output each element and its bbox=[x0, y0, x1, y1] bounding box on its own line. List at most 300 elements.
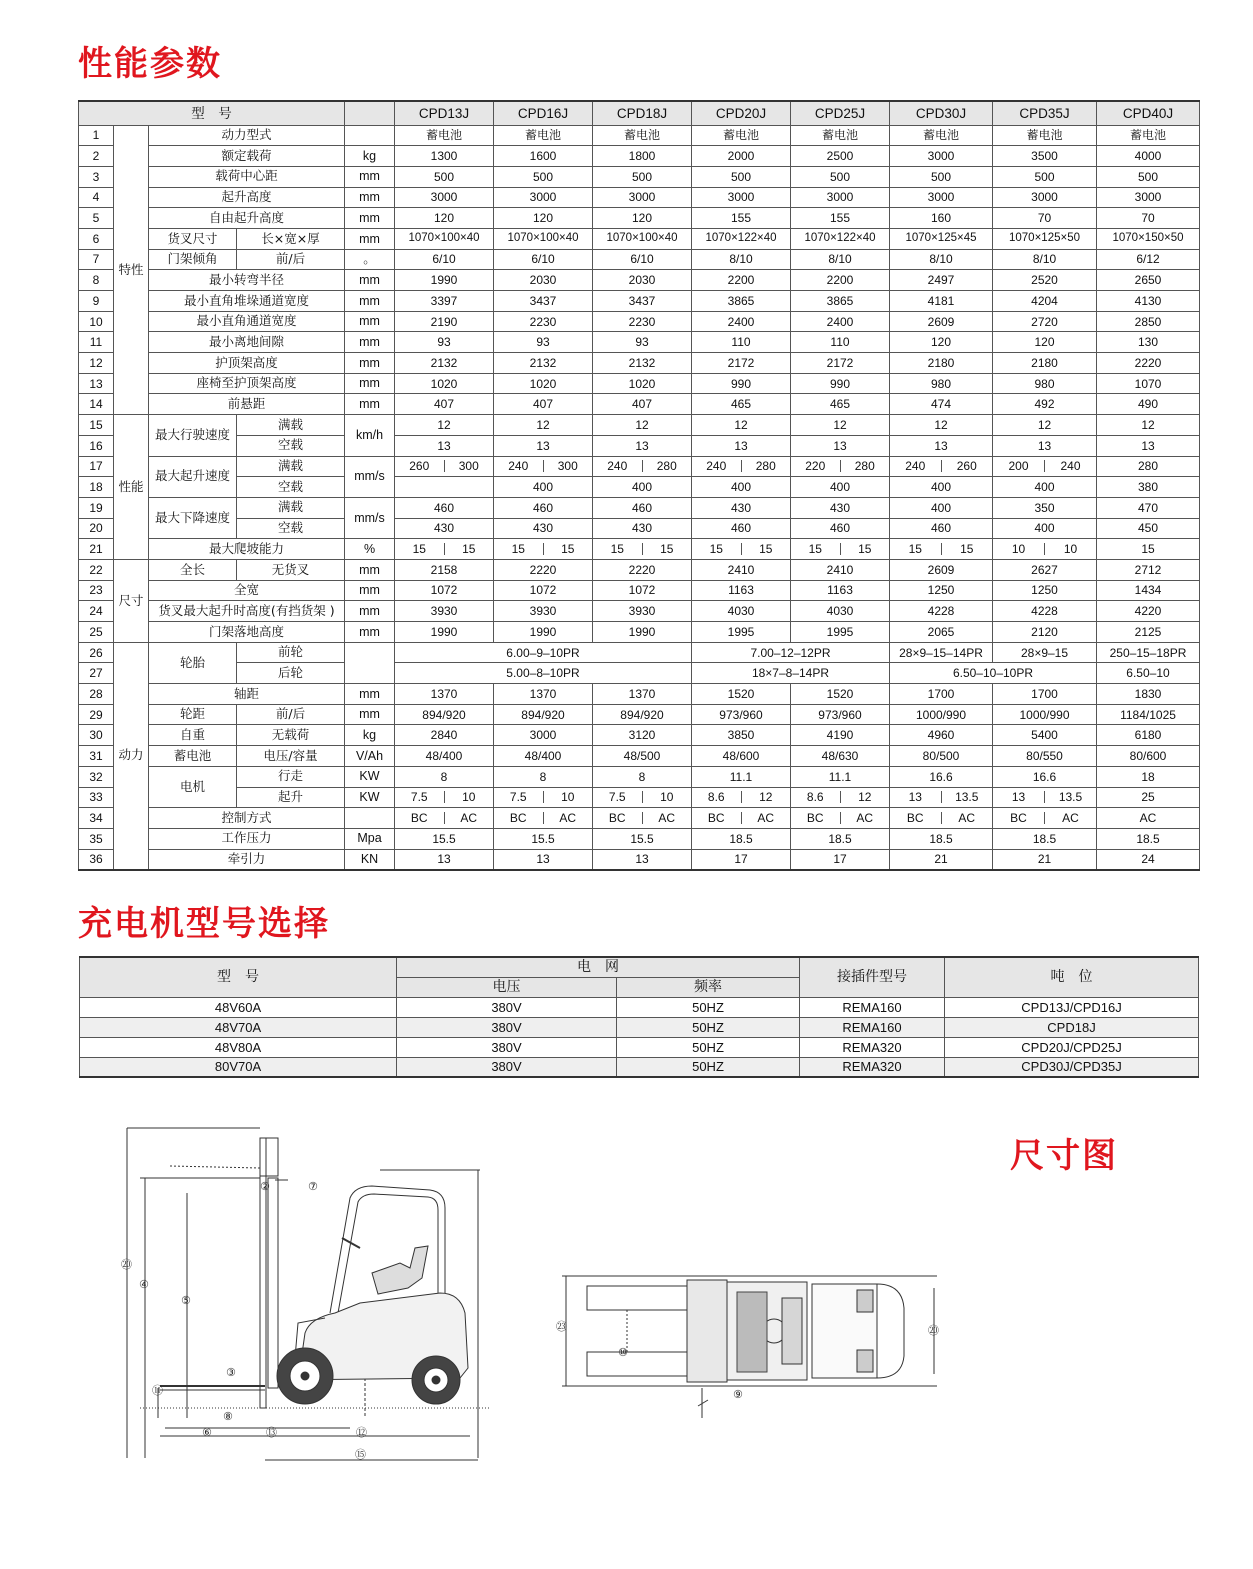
value-CPD20J bbox=[692, 787, 791, 808]
value-part: AC bbox=[444, 812, 494, 824]
value-CPD20J: 465 bbox=[692, 394, 791, 415]
value-CPD18J: 2030 bbox=[593, 270, 692, 291]
value-CPD20J: 1070×122×40 bbox=[692, 228, 791, 249]
value-CPD18J bbox=[593, 787, 692, 808]
value-CPD40J: 13 bbox=[1097, 435, 1200, 456]
row-unit: % bbox=[345, 539, 395, 560]
value-CPD20J: 2172 bbox=[692, 353, 791, 374]
row-unit: mm bbox=[345, 228, 395, 249]
charger-ton: CPD20J/CPD25J bbox=[945, 1037, 1199, 1057]
row-sublabel: 空载 bbox=[237, 518, 345, 539]
value-CPD35J: 1700 bbox=[993, 684, 1097, 705]
value-CPD18J: 1370 bbox=[593, 684, 692, 705]
value-CPD18J: 120 bbox=[593, 208, 692, 229]
row-label: 全宽 bbox=[149, 580, 345, 601]
dimension-heading: 尺寸图 bbox=[1010, 1136, 1118, 1176]
value-CPD18J: 3437 bbox=[593, 291, 692, 312]
row-sublabel: 前/后 bbox=[237, 249, 345, 270]
value-CPD13J: 6/10 bbox=[395, 249, 494, 270]
value-CPD35J: 1000/990 bbox=[993, 704, 1097, 725]
row-label: 货叉尺寸 bbox=[149, 228, 237, 249]
value-part: 15 bbox=[444, 543, 494, 555]
value-CPD16J: 2230 bbox=[494, 311, 593, 332]
value-CPD25J: 1070×122×40 bbox=[791, 228, 890, 249]
value-CPD35J: 4228 bbox=[993, 601, 1097, 622]
value-part: AC bbox=[741, 812, 791, 824]
value-part: 15 bbox=[412, 542, 426, 557]
value-part: BC bbox=[707, 811, 725, 826]
value-CPD13J: 400 bbox=[494, 477, 593, 498]
value-CPD18J: 8 bbox=[593, 766, 692, 787]
value-CPD16J bbox=[494, 539, 593, 560]
row-unit: mm bbox=[345, 559, 395, 580]
row-label: 最大行驶速度 bbox=[149, 415, 237, 456]
value-part: 8.6 bbox=[707, 790, 725, 805]
forklift-side-view bbox=[110, 1118, 510, 1470]
value-CPD16J: 3000 bbox=[494, 725, 593, 746]
value-CPD18J: 500 bbox=[593, 166, 692, 187]
value-CPD16J: 120 bbox=[494, 208, 593, 229]
row-label: 电机 bbox=[149, 766, 237, 807]
value-CPD35J bbox=[993, 539, 1097, 560]
charger-table bbox=[79, 956, 1199, 1078]
value-part: 15 bbox=[543, 543, 593, 555]
value-CPD18J: 400 bbox=[692, 477, 791, 498]
row-number: 20 bbox=[79, 518, 114, 539]
value-CPD35J: 120 bbox=[993, 332, 1097, 353]
value-CPD30J bbox=[890, 539, 993, 560]
value-CPD20J: 2410 bbox=[692, 559, 791, 580]
row-unit: mm bbox=[345, 373, 395, 394]
charger-freq: 50HZ bbox=[617, 1057, 800, 1077]
value-part: 260 bbox=[409, 459, 430, 474]
value-merged: 250–15–18PR bbox=[1097, 642, 1200, 663]
value-CPD30J: 4960 bbox=[890, 725, 993, 746]
side-mark-11: ⑪ bbox=[152, 1384, 163, 1397]
forklift-top-view-drawing bbox=[552, 1268, 947, 1428]
value-CPD18J: 2220 bbox=[593, 559, 692, 580]
group-g2: 性能 bbox=[114, 415, 149, 560]
value-CPD40J: 2220 bbox=[1097, 353, 1200, 374]
row-unit: mm bbox=[345, 311, 395, 332]
row-unit: kg bbox=[345, 146, 395, 167]
row-number: 5 bbox=[79, 208, 114, 229]
value-CPD40J: 12 bbox=[1097, 415, 1200, 436]
value-CPD35J: 2180 bbox=[993, 353, 1097, 374]
charger-plug: REMA320 bbox=[800, 1057, 945, 1077]
value-CPD40J: 280 bbox=[1097, 456, 1200, 477]
value-part: 200 bbox=[1008, 459, 1029, 474]
value-CPD18J: 93 bbox=[593, 332, 692, 353]
value-CPD35J: 400 bbox=[993, 518, 1097, 539]
row-unit bbox=[345, 808, 395, 829]
row-unit: Mpa bbox=[345, 828, 395, 849]
row-sublabel: 满载 bbox=[237, 456, 345, 477]
value-CPD13J: 2840 bbox=[395, 725, 494, 746]
value-CPD20J: 11.1 bbox=[692, 766, 791, 787]
row-label: 轮胎 bbox=[149, 642, 237, 683]
value-CPD25J bbox=[791, 539, 890, 560]
row-number: 30 bbox=[79, 725, 114, 746]
value-CPD35J: 13 bbox=[993, 435, 1097, 456]
value-part: 10 bbox=[1011, 542, 1026, 557]
value-CPD40J: 1434 bbox=[1097, 580, 1200, 601]
value-merged: 6.50–10 bbox=[1097, 663, 1200, 684]
row-unit bbox=[345, 125, 395, 146]
row-sublabel: 空载 bbox=[237, 435, 345, 456]
value-part: 7.5 bbox=[608, 790, 626, 805]
row-number: 1 bbox=[79, 125, 114, 146]
value-CPD40J: 500 bbox=[1097, 166, 1200, 187]
value-CPD13J: 3397 bbox=[395, 291, 494, 312]
value-CPD18J: 2230 bbox=[593, 311, 692, 332]
value-part: BC bbox=[906, 811, 924, 826]
row-sublabel: 后轮 bbox=[237, 663, 345, 684]
value-part: 7.5 bbox=[410, 790, 428, 805]
value-CPD25J: 1995 bbox=[791, 622, 890, 643]
charger-voltage: 380V bbox=[397, 1057, 617, 1077]
row-sublabel: 无货叉 bbox=[237, 559, 345, 580]
value-CPD25J: 1163 bbox=[791, 580, 890, 601]
value-CPD30J: 1250 bbox=[890, 580, 993, 601]
side-mark-5: ⑤ bbox=[181, 1294, 191, 1307]
value-CPD35J: 500 bbox=[993, 166, 1097, 187]
value-CPD18J: 15.5 bbox=[593, 828, 692, 849]
value-CPD40J: 2850 bbox=[1097, 311, 1200, 332]
value-CPD40J: 4220 bbox=[1097, 601, 1200, 622]
side-mark-6: ⑥ bbox=[202, 1426, 212, 1439]
value-CPD25J: 48/630 bbox=[791, 746, 890, 767]
row-sublabel: 无载荷 bbox=[237, 725, 345, 746]
row-label: 控制方式 bbox=[149, 808, 345, 829]
value-CPD18J: 460 bbox=[593, 497, 692, 518]
value-part: 15 bbox=[642, 543, 692, 555]
row-number: 25 bbox=[79, 622, 114, 643]
value-CPD13J bbox=[395, 456, 494, 477]
value-CPD35J: 70 bbox=[993, 208, 1097, 229]
value-CPD30J: 21 bbox=[890, 849, 993, 870]
value-CPD25J: 8/10 bbox=[791, 249, 890, 270]
value-CPD16J: 1990 bbox=[494, 622, 593, 643]
value-part: 15 bbox=[511, 542, 525, 557]
value-CPD30J: 4181 bbox=[890, 291, 993, 312]
value-CPD13J bbox=[395, 808, 494, 829]
charger-plug: REMA160 bbox=[800, 1017, 945, 1037]
row-number: 6 bbox=[79, 228, 114, 249]
model-col-CPD18J: CPD18J bbox=[593, 101, 692, 125]
top-mark-20: ⑳ bbox=[928, 1324, 939, 1337]
value-CPD35J: 16.6 bbox=[993, 766, 1097, 787]
row-sublabel: 空载 bbox=[237, 477, 345, 498]
value-CPD13J: 8 bbox=[395, 766, 494, 787]
value-CPD13J: 2158 bbox=[395, 559, 494, 580]
value-CPD16J: 12 bbox=[494, 415, 593, 436]
row-label: 自重 bbox=[149, 725, 237, 746]
value-CPD20J bbox=[692, 808, 791, 829]
value-CPD13J: 1990 bbox=[395, 270, 494, 291]
row-label: 最大起升速度 bbox=[149, 456, 237, 497]
row-number: 16 bbox=[79, 435, 114, 456]
value-CPD25J bbox=[791, 456, 890, 477]
value-CPD40J: 3000 bbox=[1097, 187, 1200, 208]
value-CPD30J: 500 bbox=[890, 166, 993, 187]
row-number: 11 bbox=[79, 332, 114, 353]
value-CPD35J: 2120 bbox=[993, 622, 1097, 643]
value-part: 13.5 bbox=[941, 791, 993, 803]
value-CPD20J: 18.5 bbox=[692, 828, 791, 849]
row-number: 8 bbox=[79, 270, 114, 291]
value-part: 15 bbox=[610, 542, 624, 557]
value-CPD13J: 1072 bbox=[395, 580, 494, 601]
model-header: 型 号 bbox=[79, 101, 345, 125]
value-CPD16J bbox=[494, 456, 593, 477]
value-CPD30J: 蓄电池 bbox=[890, 125, 993, 146]
value-CPD40J: 24 bbox=[1097, 849, 1200, 870]
value-part: AC bbox=[840, 812, 890, 824]
value-CPD16J: 2030 bbox=[494, 270, 593, 291]
row-unit: kg bbox=[345, 725, 395, 746]
charger-ton: CPD18J bbox=[945, 1017, 1199, 1037]
value-CPD40J: 470 bbox=[1097, 497, 1200, 518]
value-part: 240 bbox=[706, 459, 727, 474]
value-part: 7.5 bbox=[509, 790, 527, 805]
value-CPD30J bbox=[890, 808, 993, 829]
value-part: 260 bbox=[941, 460, 993, 472]
row-number: 31 bbox=[79, 746, 114, 767]
row-number: 34 bbox=[79, 808, 114, 829]
value-CPD25J: 2172 bbox=[791, 353, 890, 374]
row-number: 14 bbox=[79, 394, 114, 415]
value-CPD35J: 80/550 bbox=[993, 746, 1097, 767]
value-CPD20J: 3850 bbox=[692, 725, 791, 746]
charger-model: 48V60A bbox=[80, 997, 397, 1017]
value-CPD40J: AC bbox=[1097, 808, 1200, 829]
charger-heading: 充电机型号选择 bbox=[78, 904, 330, 944]
row-label: 座椅至护顶架高度 bbox=[149, 373, 345, 394]
value-part: 15 bbox=[908, 542, 922, 557]
value-CPD13J: 13 bbox=[395, 849, 494, 870]
value-part: 15 bbox=[741, 543, 791, 555]
value-CPD40J: 2125 bbox=[1097, 622, 1200, 643]
model-col-CPD25J: CPD25J bbox=[791, 101, 890, 125]
value-part: BC bbox=[509, 811, 527, 826]
value-CPD13J: 3930 bbox=[395, 601, 494, 622]
value-CPD20J: 12 bbox=[692, 415, 791, 436]
charger-voltage: 380V bbox=[397, 1017, 617, 1037]
value-CPD16J: 93 bbox=[494, 332, 593, 353]
value-CPD13J: 2190 bbox=[395, 311, 494, 332]
value-CPD13J: 460 bbox=[395, 497, 494, 518]
charger-col-voltage: 电压 bbox=[397, 977, 617, 997]
value-CPD20J: 4030 bbox=[692, 601, 791, 622]
value-CPD25J: 400 bbox=[890, 477, 993, 498]
row-number: 32 bbox=[79, 766, 114, 787]
charger-freq: 50HZ bbox=[617, 1017, 800, 1037]
performance-heading: 性能参数 bbox=[78, 44, 222, 84]
row-label: 最小离地间隙 bbox=[149, 332, 345, 353]
row-unit: KW bbox=[345, 766, 395, 787]
value-CPD25J: 2400 bbox=[791, 311, 890, 332]
value-CPD25J: 2200 bbox=[791, 270, 890, 291]
row-label: 最小转弯半径 bbox=[149, 270, 345, 291]
value-CPD25J bbox=[791, 787, 890, 808]
value-CPD20J bbox=[692, 456, 791, 477]
value-CPD18J: 407 bbox=[593, 394, 692, 415]
row-label: 动力型式 bbox=[149, 125, 345, 146]
value-part: 240 bbox=[508, 459, 529, 474]
value-CPD20J: 2200 bbox=[692, 270, 791, 291]
value-merged: 5.00–8–10PR bbox=[395, 663, 692, 684]
value-CPD18J: 1800 bbox=[593, 146, 692, 167]
value-CPD20J: 155 bbox=[692, 208, 791, 229]
value-CPD40J: 6/12 bbox=[1097, 249, 1200, 270]
value-part: 240 bbox=[905, 459, 926, 474]
value-CPD35J bbox=[993, 808, 1097, 829]
value-CPD16J: 3930 bbox=[494, 601, 593, 622]
value-CPD25J: 155 bbox=[791, 208, 890, 229]
value-CPD30J: 120 bbox=[890, 332, 993, 353]
value-CPD13J: 1300 bbox=[395, 146, 494, 167]
value-CPD18J: 430 bbox=[593, 518, 692, 539]
value-CPD13J: 1370 bbox=[395, 684, 494, 705]
value-CPD40J: 蓄电池 bbox=[1097, 125, 1200, 146]
value-CPD35J: 380 bbox=[1097, 477, 1200, 498]
row-label: 护顶架高度 bbox=[149, 353, 345, 374]
value-CPD30J: 2065 bbox=[890, 622, 993, 643]
value-CPD13J: 1070×100×40 bbox=[395, 228, 494, 249]
group-g1: 特性 bbox=[114, 125, 149, 415]
value-CPD40J: 70 bbox=[1097, 208, 1200, 229]
value-part: AC bbox=[1044, 812, 1096, 824]
value-CPD20J: 430 bbox=[692, 497, 791, 518]
value-CPD40J: 6180 bbox=[1097, 725, 1200, 746]
row-number: 7 bbox=[79, 249, 114, 270]
value-CPD30J: 18.5 bbox=[890, 828, 993, 849]
side-mark-12: ⑫ bbox=[356, 1426, 367, 1439]
value-CPD30J bbox=[890, 456, 993, 477]
value-CPD16J: 13 bbox=[494, 849, 593, 870]
value-CPD18J: 13 bbox=[593, 435, 692, 456]
value-CPD25J: 430 bbox=[791, 497, 890, 518]
value-CPD35J: 4204 bbox=[993, 291, 1097, 312]
value-CPD18J: 1072 bbox=[593, 580, 692, 601]
value-CPD25J: 500 bbox=[791, 166, 890, 187]
unit-header bbox=[345, 101, 395, 125]
value-CPD35J: 21 bbox=[993, 849, 1097, 870]
row-label: 额定载荷 bbox=[149, 146, 345, 167]
row-number: 23 bbox=[79, 580, 114, 601]
row-unit: KW bbox=[345, 787, 395, 808]
value-CPD30J: 400 bbox=[993, 477, 1097, 498]
value-CPD30J: 4228 bbox=[890, 601, 993, 622]
value-CPD40J: 2712 bbox=[1097, 559, 1200, 580]
value-part: 13 bbox=[1011, 790, 1026, 805]
value-CPD25J: 2500 bbox=[791, 146, 890, 167]
value-part: 300 bbox=[444, 460, 494, 472]
value-CPD18J bbox=[593, 808, 692, 829]
row-number: 28 bbox=[79, 684, 114, 705]
value-CPD20J: 13 bbox=[692, 435, 791, 456]
value-CPD20J: 500 bbox=[692, 166, 791, 187]
value-CPD20J: 990 bbox=[692, 373, 791, 394]
value-merged: 28×9–15–14PR bbox=[890, 642, 993, 663]
row-sublabel: 前轮 bbox=[237, 642, 345, 663]
row-label: 全长 bbox=[149, 559, 237, 580]
value-CPD20J: 2400 bbox=[692, 311, 791, 332]
side-mark-13: ⑬ bbox=[266, 1426, 277, 1439]
value-part: 220 bbox=[805, 459, 826, 474]
value-part: AC bbox=[543, 812, 593, 824]
value-CPD18J bbox=[593, 539, 692, 560]
side-mark-4: ④ bbox=[139, 1278, 149, 1291]
value-CPD16J bbox=[494, 808, 593, 829]
value-part: 10 bbox=[543, 791, 593, 803]
value-CPD30J: 8/10 bbox=[890, 249, 993, 270]
value-CPD40J: 1070 bbox=[1097, 373, 1200, 394]
value-CPD30J: 400 bbox=[890, 497, 993, 518]
value-CPD30J: 12 bbox=[890, 415, 993, 436]
value-part: AC bbox=[941, 812, 993, 824]
value-part: 280 bbox=[741, 460, 791, 472]
value-CPD30J: 13 bbox=[890, 435, 993, 456]
row-label: 载荷中心距 bbox=[149, 166, 345, 187]
row-label: 最小直角通道宽度 bbox=[149, 311, 345, 332]
value-part: 10 bbox=[1044, 543, 1096, 555]
row-label: 货叉最大起升时高度(有挡货架 ) bbox=[149, 601, 345, 622]
row-number: 15 bbox=[79, 415, 114, 436]
charger-col-freq: 频率 bbox=[617, 977, 800, 997]
value-CPD35J bbox=[993, 787, 1097, 808]
value-CPD13J: 120 bbox=[395, 208, 494, 229]
model-col-CPD40J: CPD40J bbox=[1097, 101, 1200, 125]
row-number: 9 bbox=[79, 291, 114, 312]
value-CPD16J: 13 bbox=[494, 435, 593, 456]
value-CPD40J: 25 bbox=[1097, 787, 1200, 808]
row-sublabel: 行走 bbox=[237, 766, 345, 787]
value-CPD25J: 12 bbox=[791, 415, 890, 436]
value-merged: 18×7–8–14PR bbox=[692, 663, 890, 684]
row-number: 33 bbox=[79, 787, 114, 808]
value-CPD30J: 160 bbox=[890, 208, 993, 229]
row-number: 27 bbox=[79, 663, 114, 684]
charger-plug: REMA160 bbox=[800, 997, 945, 1017]
value-CPD18J bbox=[593, 456, 692, 477]
value-part: 300 bbox=[543, 460, 593, 472]
row-unit: mm bbox=[345, 270, 395, 291]
value-CPD25J: 2410 bbox=[791, 559, 890, 580]
charger-ton: CPD13J/CPD16J bbox=[945, 997, 1199, 1017]
value-CPD18J: 2132 bbox=[593, 353, 692, 374]
value-CPD30J: 460 bbox=[890, 518, 993, 539]
row-label: 工作压力 bbox=[149, 828, 345, 849]
model-col-CPD35J: CPD35J bbox=[993, 101, 1097, 125]
row-number: 36 bbox=[79, 849, 114, 870]
row-sublabel: 满载 bbox=[237, 497, 345, 518]
row-number: 12 bbox=[79, 353, 114, 374]
value-CPD18J: 蓄电池 bbox=[593, 125, 692, 146]
row-number: 29 bbox=[79, 704, 114, 725]
row-unit: mm bbox=[345, 166, 395, 187]
charger-col-ton: 吨 位 bbox=[945, 957, 1199, 997]
value-CPD25J: 460 bbox=[791, 518, 890, 539]
value-CPD13J: 894/920 bbox=[395, 704, 494, 725]
row-label: 最小直角堆垛通道宽度 bbox=[149, 291, 345, 312]
row-unit: mm bbox=[345, 622, 395, 643]
value-CPD18J: 3000 bbox=[593, 187, 692, 208]
value-CPD16J: 1600 bbox=[494, 146, 593, 167]
side-mark-8: ⑧ bbox=[223, 1410, 233, 1423]
charger-col-grid: 电 网 bbox=[397, 957, 800, 977]
